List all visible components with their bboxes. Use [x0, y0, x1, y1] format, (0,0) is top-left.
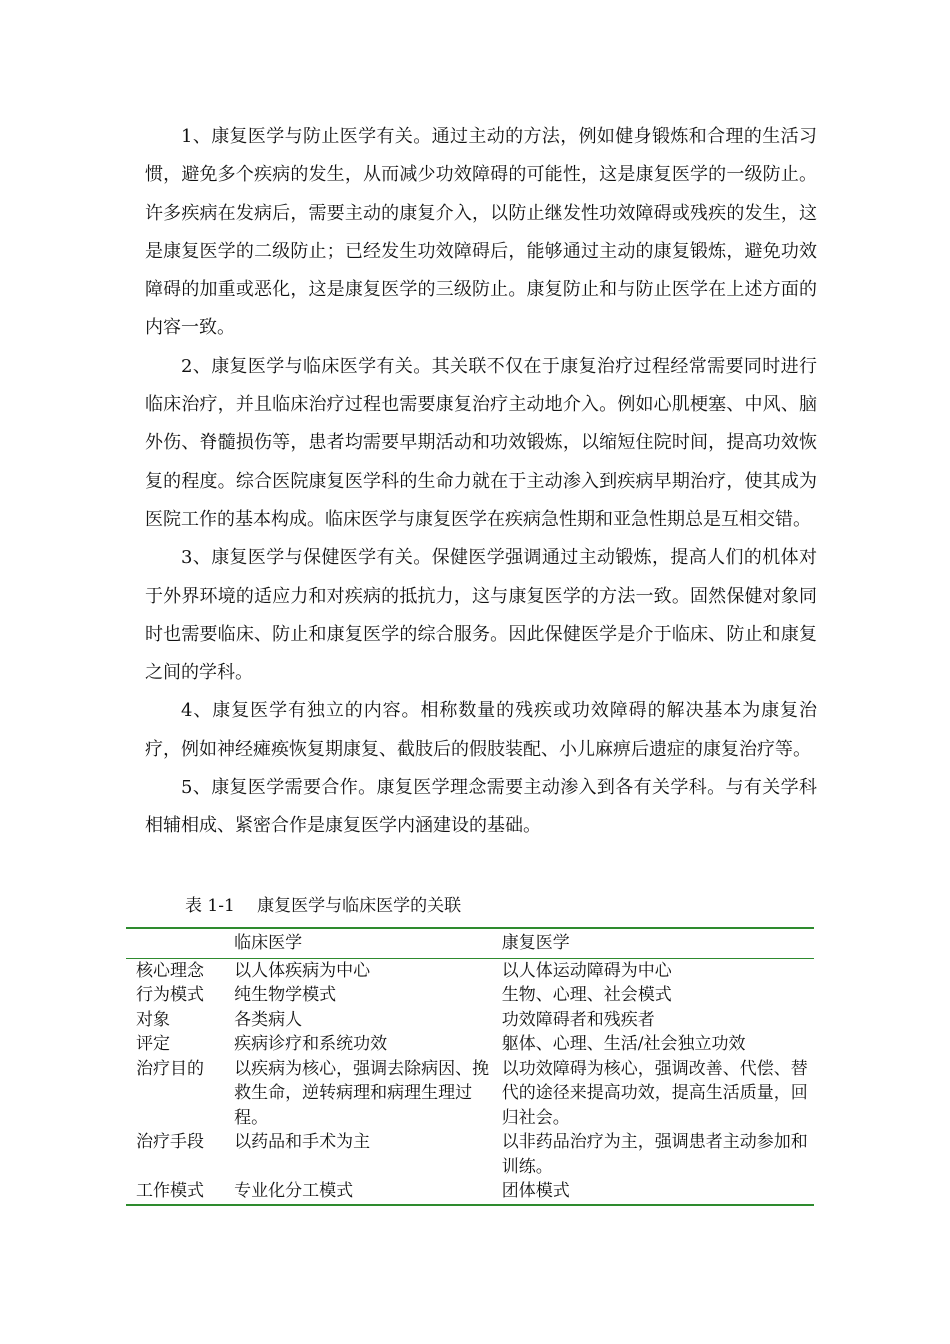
cell-clinical: 专业化分工模式 [234, 1181, 354, 1201]
table-caption: 表 1-1 康复医学与临床医学的关联 [185, 896, 462, 916]
cell-clinical: 纯生物学模式 [234, 985, 337, 1005]
table-row [126, 1008, 814, 1033]
cell-rehab: 团体模式 [501, 1181, 570, 1201]
table-row [126, 958, 814, 983]
row-label: 行为模式 [136, 985, 204, 1005]
table-row [126, 1057, 814, 1131]
cell-clinical: 各类病人 [234, 1009, 303, 1030]
cell-clinical: 以疾病为核心，强调去除病因、挽救生命，逆转病理和病理生理过程。 [234, 1058, 490, 1128]
cell-clinical: 以药品和手术为主 [234, 1132, 371, 1152]
row-label: 治疗手段 [136, 1132, 204, 1152]
paragraph-healthcare: 3、康复医学与保健医学有关。保健医学强调通过主动锻炼，提高人们的机体对于外界环境的适应力和对疾病的抵抗力，这与康复医学的方法一致。固然保健对象同时也需要临床、防止和康复医学的综合服务。因此保健医学是介于临床、防止和康复之间的学科。 [145, 547, 817, 684]
comparison-table [126, 927, 814, 1206]
comparison-table-wrapper [126, 927, 814, 1206]
row-label: 对象 [136, 1009, 170, 1030]
document-body [145, 118, 817, 846]
table-row [126, 1130, 814, 1179]
cell-clinical: 疾病诊疗和系统功效 [234, 1034, 388, 1054]
cell-rehab: 功效障碍者和残疾者 [501, 1009, 655, 1030]
header-cell-rehab: 康复医学 [501, 933, 570, 953]
table-row [126, 1179, 814, 1205]
paragraph-prevention: 1、康复医学与防止医学有关。通过主动的方法，例如健身锻炼和合理的生活习惯，避免多个疾病的发生，从而减少功效障碍的可能性，这是康复医学的一级防止。许多疾病在发病后，需要主动的康复介入，以防止继发性功效障碍或残疾的发生，这是康复医学的二级防止；已经发生功效障碍后，能够通过主动的康复锻炼，避免功效障碍的加重或恶化，这是康复医学的三级防止。康复防止和与防止医学在上述方面的内容一致。 [145, 126, 817, 339]
header-cell-clinical: 临床医学 [234, 933, 303, 953]
row-label: 工作模式 [136, 1181, 204, 1201]
table-row [126, 983, 814, 1008]
cell-rehab: 以人体运动障碍为中心 [501, 960, 672, 981]
cell-rehab: 躯体、心理、生活/社会独立功效 [501, 1034, 746, 1054]
paragraph-cooperation: 5、康复医学需要合作。康复医学理念需要主动渗入到各有关学科。与有关学科相辅相成、紧密合作是康复医学内涵建设的基础。 [145, 777, 817, 837]
row-label: 核心理念 [136, 960, 204, 981]
cell-clinical: 以人体疾病为中心 [234, 960, 371, 981]
row-label: 评定 [136, 1034, 170, 1054]
row-label: 治疗目的 [136, 1058, 204, 1079]
header-cell-empty [126, 928, 234, 958]
paragraph-clinical: 2、康复医学与临床医学有关。其关联不仅在于康复治疗过程经常需要同时进行临床治疗，并且临床治疗过程也需要康复治疗主动地介入。例如心肌梗塞、中风、脑外伤、脊髓损伤等，患者均需要早期活动和功效锻炼，以缩短住院时间，提高功效恢复的程度。综合医院康复医学科的生命力就在于主动渗入到疾病早期治疗，使其成为医院工作的基本构成。临床医学与康复医学在疾病急性期和亚急性期总是互相交错。 [145, 355, 817, 530]
table-row [126, 1032, 814, 1057]
cell-rehab: 以功效障碍为核心，强调改善、代偿、替代的途径来提高功效，提高生活质量，回归社会。 [501, 1058, 808, 1128]
cell-rehab: 生物、心理、社会模式 [501, 985, 672, 1005]
table-header-row [126, 928, 814, 958]
cell-rehab: 以非药品治疗为主，强调患者主动参加和训练。 [501, 1132, 808, 1177]
paragraph-independent: 4、康复医学有独立的内容。相称数量的残疾或功效障碍的解决基本为康复治疗，例如神经瘫痪恢复期康复、截肢后的假肢装配、小儿麻痹后遗症的康复治疗等。 [145, 700, 817, 760]
